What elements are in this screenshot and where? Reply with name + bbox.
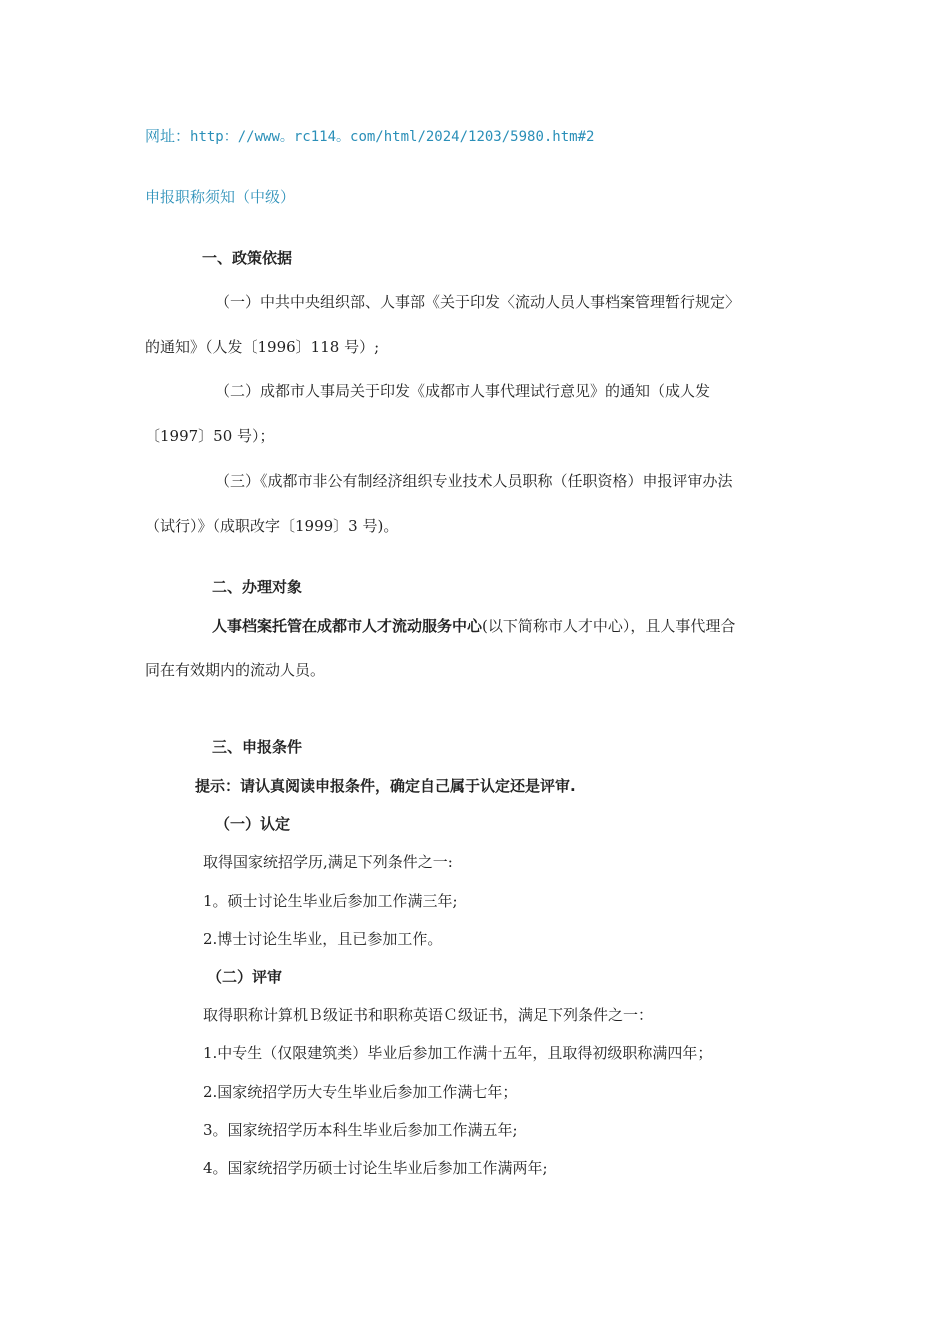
policy-item-2-line-1: （二）成都市人事局关于印发《成都市人事代理试行意见》的通知（成人发 [215, 382, 711, 400]
review-intro: 取得职称计算机Ｂ级证书和职称英语Ｃ级证书，满足下列条件之一： [203, 1006, 654, 1024]
policy-item-1-line-1: （一）中共中央组织部、人事部《关于印发〈流动人员人事档案管理暂行规定〉 [215, 293, 741, 311]
review-item-4: 4。国家统招学历硕士讨论生毕业后参加工作满两年; [203, 1159, 548, 1177]
sub-heading-recognition: （一）认定 [215, 815, 291, 833]
sub-heading-review: （二）评审 [207, 968, 283, 986]
source-url-link[interactable]: http：//www。rc114。com/html/2024/1203/5980.htm#2 [190, 129, 595, 145]
review-item-3: 3。国家统招学历本科生毕业后参加工作满五年; [203, 1121, 518, 1139]
conditions-tip: 提示：请认真阅读申报条件，确定自己属于认定还是评审. [195, 777, 576, 795]
recognition-item-1: 1。硕士讨论生毕业后参加工作满三年; [203, 892, 458, 910]
policy-item-3-line-1: （三）《成都市非公有制经济组织专业技术人员职称（任职资格）申报评审办法 [215, 472, 733, 490]
policy-item-2-line-2: 〔1997〕50 号）； [145, 427, 275, 445]
url-label: 网址： [145, 127, 191, 145]
review-item-1: 1.中专生（仅限建筑类）毕业后参加工作满十五年，且取得初级职称满四年； [203, 1044, 713, 1062]
recognition-item-2: 2.博士讨论生毕业，且已参加工作。 [203, 930, 443, 948]
section-heading-conditions: 三、申报条件 [212, 738, 303, 756]
policy-item-1-line-2: 的通知》（人发〔1996〕118 号）; [145, 338, 380, 356]
section-heading-policy: 一、政策依据 [202, 249, 293, 267]
target-bold-text: 人事档案托管在成都市人才流动服务中心 [212, 617, 483, 635]
recognition-intro: 取得国家统招学历,满足下列条件之一: [203, 853, 453, 871]
source-url-line [145, 126, 594, 147]
target-rest-text: (以下简称市人才中心），且人事代理合 [482, 617, 736, 635]
target-paragraph-line-1 [212, 616, 735, 636]
target-paragraph-line-2: 同在有效期内的流动人员。 [145, 661, 326, 679]
review-item-2: 2.国家统招学历大专生毕业后参加工作满七年； [203, 1083, 518, 1101]
section-heading-target: 二、办理对象 [212, 578, 303, 596]
policy-item-3-line-2: （试行）》（成职改字〔1999〕3 号)。 [145, 517, 399, 535]
document-title: 申报职称须知（中级） [145, 188, 296, 206]
